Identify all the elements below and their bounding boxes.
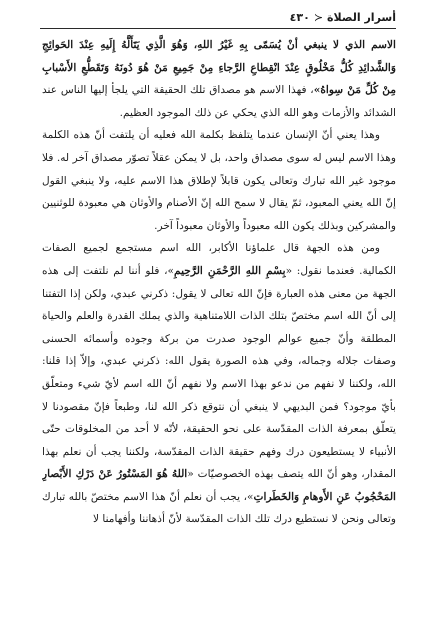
basmala-quote: بِسْمِ اللهِ الرَّحْمَنِ الرَّحِيمِ xyxy=(174,264,286,277)
paragraph-text: »، يجب أن نعلم أنّ هذا الاسم مختصّ بالله تبارك وتعالى ونحن لا نستطيع درك تلك الذات المقدّسة لأنّ أذهاننا وأفهامنا لا xyxy=(42,490,396,526)
hadith-quote: اللهُ هُوَ المَسْتُورُ عَنْ دَرْكِ الأَبْصارِ المَحْجُوبُ عَنِ الأَوهامِ وَالخَطَراتِ xyxy=(42,468,396,503)
paragraph-1 xyxy=(42,34,396,124)
paragraph-2 xyxy=(42,124,396,237)
page-number: ٤٣٠ xyxy=(289,10,310,24)
page-body xyxy=(42,34,396,619)
paragraph-text: وهذا يعني أنّ الإنسان عندما يتلفظ بكلمة الله فعليه أن يلتفت أنّ هذه الكلمة وهذا الاسم ليس له سوى مصداق واحد، بل لا يمكن عقلاً تصوّر مصداق آخر له. فلا موجود غير الله تبارك وتعالى يكون قابلاً لإطلاق هذا الاسم عليه، ولا ينبغي القول إنّ الله يعني المعبود، ثمّ يقال لا سمح الله إنّ الأصنام والأوثان هي معبودة للوثنيين والمشركين وبذلك يكون الله معبوداً والأوثان معبوداً آخر. xyxy=(42,129,396,232)
paragraph-text: »، فلو أننا لم نلتفت إلى هذه الجهة من معنى هذه العبارة فإنّ الله تعالى لا يقول: ذكرني عبدي، ولكن إذا التفتنا إلى أنّ الله اسم مختصّ بتلك الذات اللامتناهية والذي يملك القدرة والعلم والحياة المطلقة وأنّ جميع عوالم الوجود صدرت من بركة وجوده وأسمائه الحسنى وصفات جلاله وجماله، وفي هذه الصورة يقول الله: ذكرني عبدي، وإلاّ إذا قلنا: الله، ولكننا لا نفهم من ندعو بهذا الاسم ولا نفهم أنّ الله اسم لأيّ شيء ومتعلّق بأيّ موجود؟ فمن البديهي لا ينبغي أن نتوقع ذكر الله لنا، وطبعاً فإنّ مقصودنا لا يتعلّق بمعرفة الذات المقدّسة على نحو الحقيقة، لأنّه لا أحد من المخلوقات حتّى الأنبياء لا يستطيعون درك وفهم حقيقة الذات المقدّسة، ولكننا يجب أن نعلم بهذا المقدار، وهو أنّ الله يتصف بهذه الخصوصيّات « xyxy=(42,264,396,481)
running-title: أسرار الصلاة xyxy=(327,10,396,24)
header-divider xyxy=(40,28,396,29)
chevron-left-icon: ≻ xyxy=(313,10,324,24)
paragraph-text: ومن هذه الجهة قال علماؤنا الأكابر، الله اسم مستجمع لجميع الصفات الكمالية. فعندما نقول: « xyxy=(42,242,396,277)
paragraph-3 xyxy=(42,237,396,531)
paragraph-text: ، فهذا الاسم هو مصداق تلك الحقيقة التي يلجأ إليها الناس عند الشدائد والأزمات وهو الله الذي يحكي عن ذلك الموجود العظيم. xyxy=(42,84,396,119)
page-header xyxy=(40,8,396,26)
hadith-quote: الاسم الذي لا ينبغي أنْ يُسَمّى بِهِ غَيْرُ اللهِ، وَهُوَ الَّذِي يَتَأَلَّهُ إِلَيهِ عِنْدَ الحَوائِجِ وَالشَّدائِدِ كُلُّ مَخْلُوقٍ عِنْدَ انْقِطاعِ الرَّجاءِ مِنْ جَمِيعِ مَنْ هُوَ دُونَهُ وَتَقَطُّعِ الأَسْبابِ مِنْ كُلِّ مَنْ سِواهُ» xyxy=(42,39,396,97)
